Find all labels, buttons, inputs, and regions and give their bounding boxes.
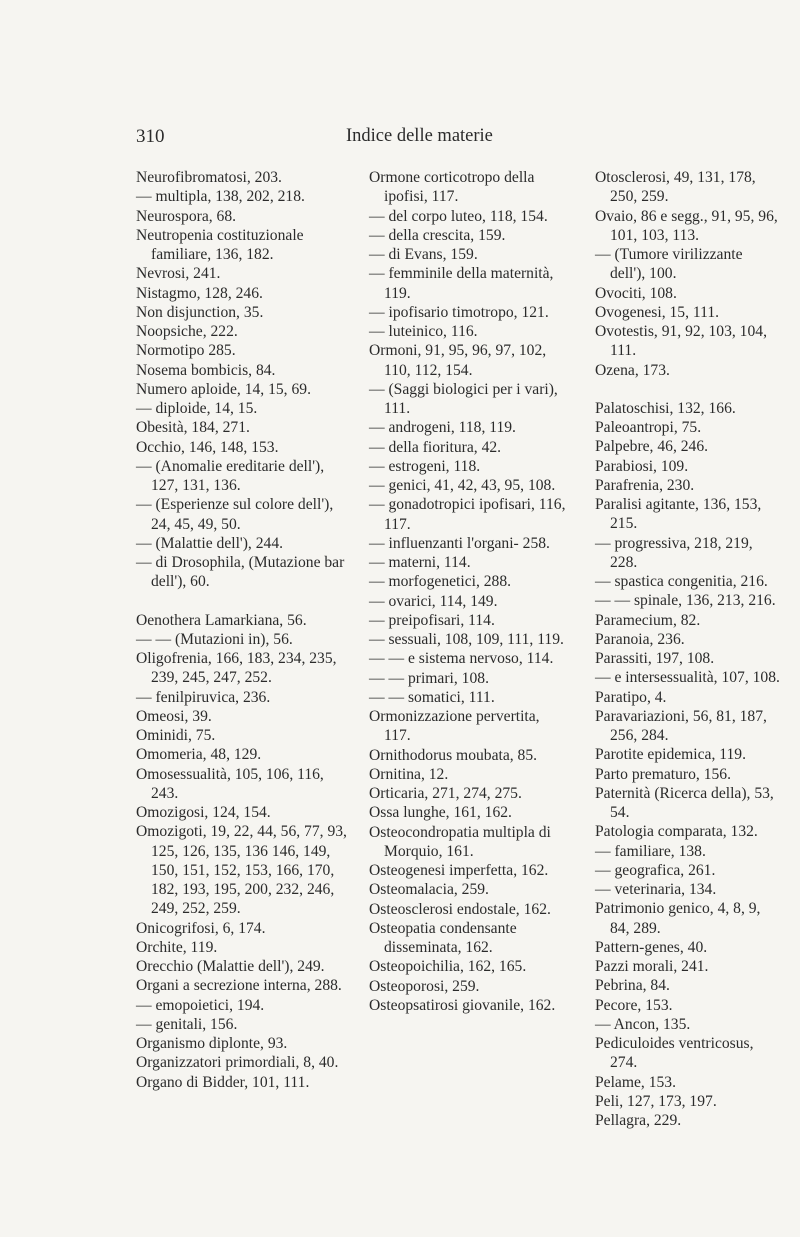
running-title: Indice delle materie bbox=[346, 126, 493, 146]
index-entry: Parabiosi, 109. bbox=[595, 457, 689, 475]
index-entry: Pazzi morali, 241. bbox=[595, 958, 709, 975]
index-entry: Parotite epidemica, 119. bbox=[595, 746, 746, 764]
index-entry: Ovotestis, 91, 92, 103, 104, 111. bbox=[595, 323, 767, 360]
index-entry: — — e sistema nervoso, 114. bbox=[369, 650, 554, 668]
index-entry: Neurospora, 68. bbox=[136, 207, 237, 225]
index-entry: Parassiti, 197, 108. bbox=[595, 650, 715, 667]
index-entry: Numero aploide, 14, 15, 69. bbox=[136, 380, 311, 398]
index-entry: Paranoia, 236. bbox=[595, 630, 685, 648]
index-entry: Pelame, 153. bbox=[595, 1073, 676, 1091]
index-entry: — influenzanti l'organi- 258. bbox=[369, 534, 550, 552]
index-entry: Nevrosi, 241. bbox=[136, 265, 221, 283]
page-number: 310 bbox=[136, 126, 165, 147]
index-entry: — familiare, 138. bbox=[595, 842, 706, 860]
index-entry: Pattern-genes, 40. bbox=[595, 938, 708, 956]
index-entry: Paravariazioni, 56, 81, 187, 256, 284. bbox=[595, 707, 767, 744]
index-entry: — — (Mutazioni in), 56. bbox=[136, 630, 293, 648]
index-entry: Orchite, 119. bbox=[136, 938, 218, 956]
index-entry: Ornithodorus moubata, 85. bbox=[369, 746, 538, 764]
index-entry: Pecore, 153. bbox=[595, 996, 673, 1014]
index-entry: Neurofibromatosi, 203. bbox=[136, 169, 282, 186]
index-entry: — — somatici, 111. bbox=[369, 688, 495, 706]
index-entry: — veterinaria, 134. bbox=[595, 881, 717, 898]
index-entry: — Ancon, 135. bbox=[595, 1015, 691, 1033]
index-entry: — preipofisari, 114. bbox=[369, 611, 495, 629]
index-entry: — e intersessualità, 107, 108. bbox=[595, 669, 780, 687]
index-entry: Paleoantropi, 75. bbox=[595, 419, 702, 436]
index-entry: Osteopoichilia, 162, 165. bbox=[369, 958, 527, 976]
index-entry: Nistagmo, 128, 246. bbox=[136, 284, 263, 302]
index-column-3 bbox=[595, 168, 780, 1130]
index-entry: Normotipo 285. bbox=[136, 342, 236, 360]
index-entry: Organo di Bidder, 101, 111. bbox=[136, 1073, 310, 1091]
index-entry: Neutropenia costituzionale familiare, 136, 182. bbox=[136, 226, 304, 263]
index-entry: Osteoporosi, 259. bbox=[369, 977, 480, 995]
index-entry: — spastica congenitia, 216. bbox=[595, 573, 768, 590]
index-entry: Palpebre, 46, 246. bbox=[595, 438, 709, 456]
index-entry: Ovociti, 108. bbox=[595, 284, 677, 302]
index-entry: Omozigoti, 19, 22, 44, 56, 77, 93, 125, 126, 135, 136 146, 149, 150, 151, 152, 153, 166, 170, 182, 193, 195, 200, 232, 246, 249, 252, 259. bbox=[136, 823, 347, 918]
index-entry: — androgeni, 118, 119. bbox=[369, 419, 516, 437]
index-entry: — sessuali, 108, 109, 111, 119. bbox=[369, 631, 564, 648]
index-entry: — diploide, 14, 15. bbox=[136, 400, 258, 417]
index-entry: Omozigosi, 124, 154. bbox=[136, 804, 271, 821]
index-entry: Organismo diplonte, 93. bbox=[136, 1035, 288, 1052]
index-entry: — della crescita, 159. bbox=[369, 226, 506, 244]
index-entry: — fenilpiruvica, 236. bbox=[136, 688, 271, 706]
index-entry: Osteosclerosi endostale, 162. bbox=[369, 900, 551, 918]
index-entry: Oenothera Lamarkiana, 56. bbox=[136, 611, 307, 629]
index-entry: Osteogenesi imperfetta, 162. bbox=[369, 862, 549, 879]
index-entry: Palatoschisi, 132, 166. bbox=[595, 399, 736, 417]
index-entry: Ominidi, 75. bbox=[136, 727, 216, 744]
index-entry: Ornitina, 12. bbox=[369, 765, 449, 783]
index-entry: — ovarici, 114, 149. bbox=[369, 592, 498, 610]
index-column-2 bbox=[369, 168, 570, 1015]
index-entry: Parto prematuro, 156. bbox=[595, 765, 731, 783]
index-entry: — gonadotropici ipofisari, 116, 117. bbox=[369, 496, 566, 533]
index-entry: Non disjunction, 35. bbox=[136, 303, 264, 321]
index-entry: Orticaria, 271, 274, 275. bbox=[369, 785, 522, 802]
index-entry: Osteomalacia, 259. bbox=[369, 881, 489, 899]
index-entry: Nosema bombicis, 84. bbox=[136, 361, 276, 379]
index-entry: — (Anomalie ereditarie dell'), 127, 131, 136. bbox=[136, 457, 325, 494]
index-entry: — genici, 41, 42, 43, 95, 108. bbox=[369, 477, 556, 494]
index-entry: — geografica, 261. bbox=[595, 861, 716, 879]
index-entry: — (Tumore virilizzante dell'), 100. bbox=[595, 246, 743, 283]
index-entry: Omeosi, 39. bbox=[136, 707, 212, 725]
index-entry: Ormoni, 91, 95, 96, 97, 102, 110, 112, 154. bbox=[369, 342, 547, 379]
index-entry: Ovogenesi, 15, 111. bbox=[595, 303, 720, 321]
index-entry: Paternità (Ricerca della), 53, 54. bbox=[595, 784, 774, 821]
index-entry: — progressiva, 218, 219, 228. bbox=[595, 534, 753, 571]
index-entry: — materni, 114. bbox=[369, 554, 471, 571]
index-entry: — luteinico, 116. bbox=[369, 323, 478, 340]
index-entry: — estrogeni, 118. bbox=[369, 457, 481, 475]
index-entry: — (Saggi biologici per i vari), 111. bbox=[369, 380, 558, 417]
index-entry: Parafrenia, 230. bbox=[595, 476, 695, 494]
index-entry: Paramecium, 82. bbox=[595, 611, 701, 629]
index-entry: Orecchio (Malattie dell'), 249. bbox=[136, 958, 325, 975]
index-entry: Ozena, 173. bbox=[595, 361, 670, 379]
index-entry: Obesità, 184, 271. bbox=[136, 419, 250, 437]
index-entry: — della fioritura, 42. bbox=[369, 438, 502, 456]
index-entry: Pebrina, 84. bbox=[595, 977, 670, 995]
index-entry: Patologia comparata, 132. bbox=[595, 823, 758, 841]
index-entry: Organizzatori primordiali, 8, 40. bbox=[136, 1054, 339, 1072]
index-entry: — — primari, 108. bbox=[369, 669, 489, 687]
index-entry: Omosessualità, 105, 106, 116, 243. bbox=[136, 765, 324, 802]
index-entry: — di Evans, 159. bbox=[369, 246, 478, 263]
index-entry: — — spinale, 136, 213, 216. bbox=[595, 592, 776, 610]
index-entry: Organi a secrezione interna, 288. bbox=[136, 977, 342, 995]
index-entry: — (Esperienze sul colore dell'), 24, 45, 49, 50. bbox=[136, 496, 334, 533]
index-entry: Osteocondropatia multipla di Morquio, 161. bbox=[369, 823, 551, 860]
index-entry: Patrimonio genico, 4, 8, 9, 84, 289. bbox=[595, 900, 761, 937]
index-entry: Paralisi agitante, 136, 153, 215. bbox=[595, 496, 762, 533]
index-entry: — emopoietici, 194. bbox=[136, 996, 265, 1014]
index-entry: — del corpo luteo, 118, 154. bbox=[369, 207, 548, 225]
index-entry: — ipofisario timotropo, 121. bbox=[369, 303, 549, 321]
index-column-1 bbox=[136, 168, 351, 1092]
index-entry: Onicogrifosi, 6, 174. bbox=[136, 919, 266, 937]
index-entry: — di Drosophila, (Mutazione bar dell'), 60. bbox=[136, 554, 345, 591]
index-entry: Ossa lunghe, 161, 162. bbox=[369, 804, 512, 822]
index-entry: Oligofrenia, 166, 183, 234, 235, 239, 245, 247, 252. bbox=[136, 650, 337, 687]
index-entry: Ovaio, 86 e segg., 91, 95, 96, 101, 103, 113. bbox=[595, 207, 778, 244]
index-entry: Peli, 127, 173, 197. bbox=[595, 1092, 717, 1110]
index-entry: Omomeria, 48, 129. bbox=[136, 746, 262, 764]
index-entry: Osteopatia condensante disseminata, 162. bbox=[369, 919, 517, 956]
index-entry: Ormonizzazione pervertita, 117. bbox=[369, 708, 540, 745]
index-entry: Noopsiche, 222. bbox=[136, 323, 238, 340]
index-entry: — morfogenetici, 288. bbox=[369, 573, 512, 591]
index-entry: Otosclerosi, 49, 131, 178, 250, 259. bbox=[595, 169, 756, 206]
index-entry: Pellagra, 229. bbox=[595, 1112, 682, 1129]
index-entry: — femminile della maternità, 119. bbox=[369, 265, 554, 302]
index-entry: — (Malattie dell'), 244. bbox=[136, 534, 284, 552]
page-header bbox=[136, 126, 776, 156]
index-entry: Paratipo, 4. bbox=[595, 688, 667, 706]
index-entry: Osteopsatirosi giovanile, 162. bbox=[369, 996, 556, 1014]
index-entry: Pediculoides ventricosus, 274. bbox=[595, 1035, 754, 1072]
index-entry: Occhio, 146, 148, 153. bbox=[136, 438, 279, 456]
index-entry: — multipla, 138, 202, 218. bbox=[136, 188, 305, 206]
index-entry: Ormone corticotropo della ipofisi, 117. bbox=[369, 169, 535, 206]
index-entry: — genitali, 156. bbox=[136, 1015, 238, 1033]
